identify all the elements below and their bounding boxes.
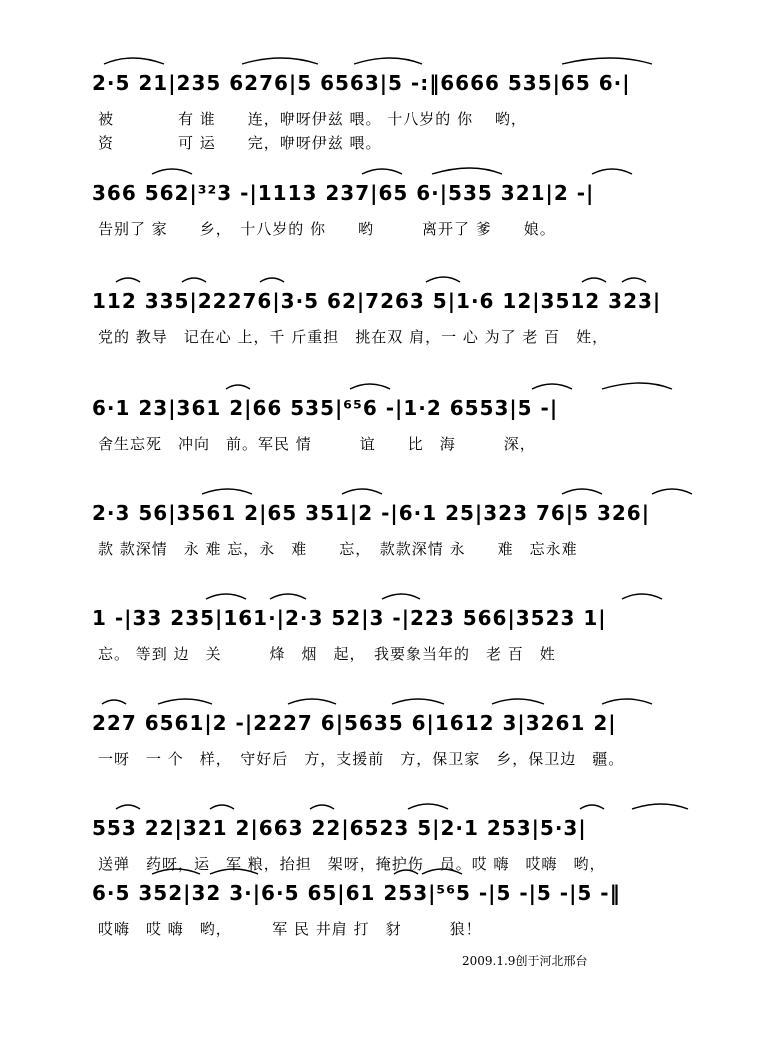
notation-line: 6·5 352|32 3·|6·5 65|61 253|⁵⁶5 -|5 -|5 -|5 -‖: [92, 881, 621, 905]
lyric-verse-1: 一呀 一 个 样， 守好后 方，支援前 方，保卫家 乡，保卫边 疆。: [98, 750, 625, 768]
lyric-verse-1: 被 有 谁 连，咿呀伊兹 喂。 十八岁的 你 哟，: [98, 110, 527, 128]
notation-line: 1 -|33 235|161·|2·3 52|3 -|223 566|3523 1|: [92, 606, 607, 630]
score-system: [92, 160, 702, 270]
lyric-verse-1: 送弹 药呀，运 军 粮，抬担 架呀，掩护伤 员。哎 嗨 哎嗨 哟，: [98, 855, 606, 873]
score-system: [92, 375, 702, 485]
score-system: [92, 860, 702, 970]
lyric-verse-2: 资 可 运 完，咿呀伊兹 喂。: [98, 134, 382, 152]
notation-line: 112 335|22276|3·5 62|7263 5|1·6 12|3512 323|: [92, 289, 662, 313]
lyric-verse-1: 告别了 家 乡， 十八岁的 你 哟 离开了 爹 娘。: [98, 220, 556, 238]
notation-line: 553 22|321 2|663 22|6523 5|2·1 253|5·3|: [92, 816, 587, 840]
lyric-verse-1: 舍生忘死 冲向 前。军民 情 谊 比 海 深，: [98, 435, 536, 453]
lyric-verse-1: 党的 教导 记在心 上，千 斤重担 挑在双 肩，一 心 为了 老 百 姓，: [98, 328, 609, 346]
notation-line: 6·1 23|361 2|66 535|⁶⁵6 -|1·2 6553|5 -|: [92, 396, 559, 420]
score-system: [92, 585, 702, 695]
lyric-verse-1: 款 款深情 永 难 忘，永 难 忘， 款款深情 永 难 忘永难: [98, 540, 578, 558]
score-system: [92, 50, 702, 160]
composition-credit: 2009.1.9创于河北邢台: [462, 954, 588, 968]
notation-line: 366 562|³²3 -|1113 237|65 6·|535 321|2 -|: [92, 181, 595, 205]
score-system: [92, 268, 702, 378]
lyric-verse-1: 哎嗨 哎 嗨 哟， 军 民 井肩 打 豺 狼！: [98, 920, 482, 938]
lyric-verse-1: 忘。 等到 边 关 烽 烟 起， 我要象当年的 老 百 姓: [98, 645, 556, 663]
notation-line: 2·5 21|235 6276|5 6563|5 -:‖6666 535|65 6·|: [92, 71, 631, 95]
notation-line: 227 6561|2 -|2227 6|5635 6|1612 3|3261 2|: [92, 711, 617, 735]
score-system: [92, 480, 702, 590]
score-system: [92, 690, 702, 800]
notation-line: 2·3 56|3561 2|65 351|2 -|6·1 25|323 76|5 326|: [92, 501, 651, 525]
